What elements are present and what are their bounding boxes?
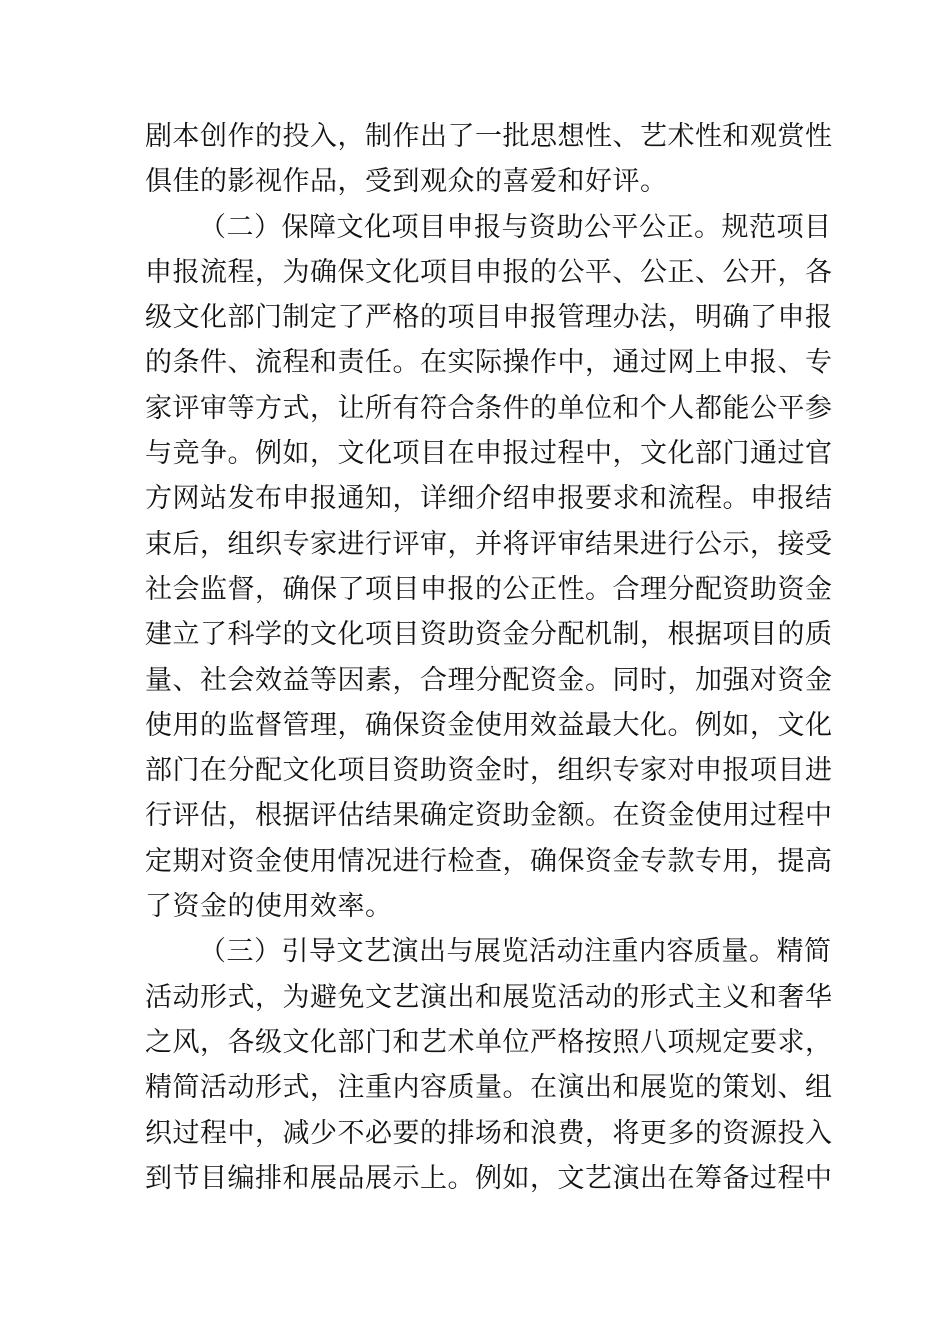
text-line: 级文化部门制定了严格的项目申报管理办法，明确了申报 bbox=[145, 302, 833, 334]
text-line: 到节目编排和展品展示上。例如，文艺演出在筹备过程中 bbox=[145, 1162, 833, 1194]
text-line: 家评审等方式，让所有符合条件的单位和个人都能公平参 bbox=[145, 392, 833, 424]
text-line: （二）保障文化项目申报与资助公平公正。规范项目 bbox=[199, 211, 832, 243]
body-text bbox=[145, 114, 833, 1201]
text-line: 申报流程，为确保文化项目申报的公平、公正、公开，各 bbox=[145, 256, 833, 288]
text-line: 建立了科学的文化项目资助资金分配机制，根据项目的质 bbox=[145, 619, 833, 651]
text-line: 使用的监督管理，确保资金使用效益最大化。例如，文化 bbox=[145, 709, 833, 741]
text-line: 方网站发布申报通知，详细介绍申报要求和流程。申报结 bbox=[145, 483, 833, 515]
text-line: （三）引导文艺演出与展览活动注重内容质量。精简 bbox=[199, 936, 832, 968]
text-line: 之风，各级文化部门和艺术单位严格按照八项规定要求， bbox=[145, 1026, 833, 1058]
text-line: 的条件、流程和责任。在实际操作中，通过网上申报、专 bbox=[145, 347, 833, 379]
text-line: 与竞争。例如，文化项目在申报过程中，文化部门通过官 bbox=[145, 438, 833, 470]
text-line: 俱佳的影视作品，受到观众的喜爱和好评。 bbox=[145, 166, 668, 198]
text-line: 社会监督，确保了项目申报的公正性。合理分配资助资金 bbox=[145, 573, 833, 605]
text-line: 束后，组织专家进行评审，并将评审结果进行公示，接受 bbox=[145, 528, 833, 560]
text-line: 剧本创作的投入，制作出了一批思想性、艺术性和观赏性 bbox=[145, 121, 833, 152]
text-line: 活动形式，为避免文艺演出和展览活动的形式主义和奢华 bbox=[145, 981, 833, 1013]
text-line: 精简活动形式，注重内容质量。在演出和展览的策划、组 bbox=[145, 1072, 833, 1104]
text-line: 部门在分配文化项目资助资金时，组织专家对申报项目进 bbox=[145, 755, 833, 787]
text-line: 织过程中，减少不必要的排场和浪费，将更多的资源投入 bbox=[145, 1117, 833, 1149]
text-line: 了资金的使用效率。 bbox=[145, 891, 393, 923]
text-line: 行评估，根据评估结果确定资助金额。在资金使用过程中 bbox=[145, 800, 833, 832]
text-line: 量、社会效益等因素，合理分配资金。同时，加强对资金 bbox=[145, 664, 833, 696]
text-line: 定期对资金使用情况进行检查，确保资金专款专用，提高 bbox=[145, 845, 833, 877]
